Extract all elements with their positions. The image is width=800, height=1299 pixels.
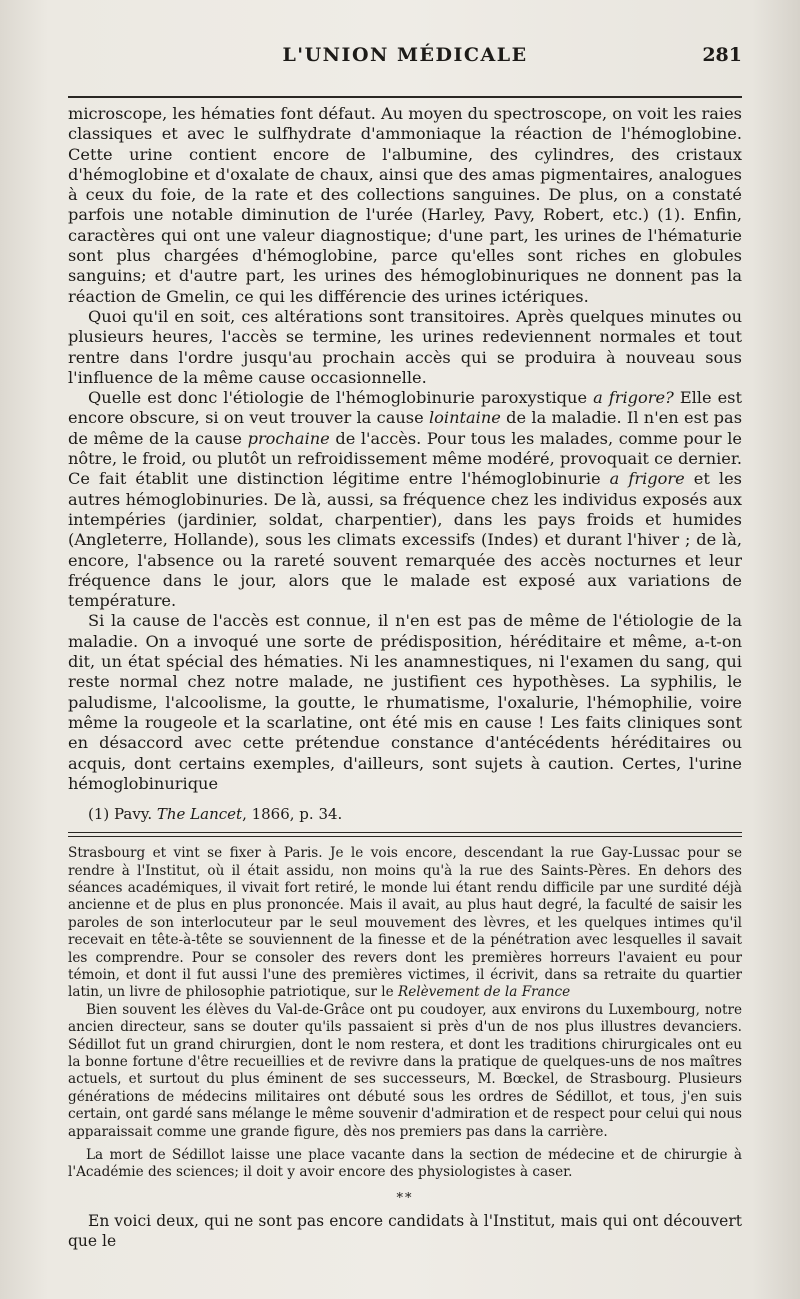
paragraph-2: Quoi qu'il en soit, ces altérations sont transitoires. Après quelques minutes ou plusieurs heures, l'accès se termine, les urines redeviennent normales et tout rentre dans l'ordre jusqu'au prochain accès qui se produira à nouveau sous l'influence de la même cause occasionnelle. [68, 306, 742, 387]
paragraph-3 [68, 388, 742, 611]
page-number: 281 [702, 44, 742, 66]
footnote-lead: (1) Pavy. [88, 805, 157, 824]
feuilleton-rule [68, 832, 742, 837]
running-header [68, 0, 742, 96]
p3-text-e: et les autres hémoglobinuries. De là, aussi, sa fréquence chez les individus exposés aux intempéries (jardinier, soldat, charpentier), dans les pays froids et humides (Angleterre, Hollande), sous les climats excessifs (Indes) et durant l'hiver ; de là, encore, l'absence ou la rareté souvent remarquée des accès nocturnes et leur fréquence dans le jour, alors que le malade est exposé aux variations de température. [68, 469, 742, 611]
footnote [68, 804, 742, 824]
section-separator: ** [396, 1190, 414, 1206]
feuilleton-paragraph-2: Bien souvent les élèves du Val-de-Grâce ont pu coudoyer, aux environs du Luxembourg, notre ancien directeur, sans se douter qu'ils passaient si près d'un de nos plus illustres devanciers. Sédillot fut un grand chirurgien, dont le nom restera, et dont les traditions chirurgicales ont eu la bonne fortune d'être recueillies et de revivre dans la pratique de quelques-uns de nos maîtres actuels, et surtout du plus éminent de ses successeurs, M. Bœckel, de Strasbourg. Plusieurs générations de médecins militaires ont débuté sous les ordres de Sédillot, et tous, j'en suis certain, ont gardé sans mélange le même souvenir d'admiration et de respect pour celui qui nous apparaissait comme une grande figure, dès nos premiers pas dans la carrière. [68, 1001, 742, 1140]
journal-title: L'UNION MÉDICALE [282, 44, 528, 66]
f1-text: Strasbourg et vint se fixer à Paris. Je le vois encore, descendant la rue Gay-Lussac pour se rendre à l'Institut, où il était assidu, non moins qu'à la rue des Saints-Pères. En dehors des séances académiques, il vivait fort retiré, le monde lui étant rendu difficile par une surdité déjà ancienne et de plus en plus prononcée. Mais il avait, au plus haut degré, la faculté de saisir les paroles de son interlocuteur par le seul mouvement des lèvres, et les quelques intimes qu'il recevait en tête-à-tête se souviennent de la finesse et de la pénétration avec lesquelles il savait les comprendre. Pour se consoler des revers dont les premières horreurs l'avaient eu pour témoin, et dont il fut aussi l'une des premières victimes, il écrivit, dans sa retraite du quartier latin, un livre de philosophie patriotique, sur le [68, 845, 742, 1001]
main-article [68, 104, 742, 794]
feuilleton-paragraph-4: En voici deux, qui ne sont pas encore candidats à l'Institut, mais qui ont découvert que le [68, 1212, 742, 1251]
footnote-rest: , 1866, p. 34. [242, 805, 343, 824]
feuilleton-paragraph-1 [68, 845, 742, 1002]
p3-italic-prochaine: prochaine [247, 428, 330, 448]
p3-italic-lointaine: lointaine [428, 408, 501, 428]
footnote-journal: The Lancet [156, 805, 243, 824]
p3-text-b: Elle est encore obscure, si on veut trouver la cause [68, 388, 742, 428]
paragraph-4: Si la cause de l'accès est connue, il n'en est pas de même de l'étiologie de la maladie. On a invoqué une sorte de prédisposition, héréditaire et même, a-t-on dit, un état spécial des hématies. Ni les anamnestiques, ni l'examen du sang, qui reste normal chez notre malade, ne justifient ces hypothèses. La syphilis, le paludisme, l'alcoolisme, la goutte, le rhumatisme, l'oxalurie, l'hémophilie, voire même la rougeole et la scarlatine, ont été mis en cause ! Les faits cliniques sont en désaccord avec cette prétendue constance d'antécédents héréditaires ou acquis, dont certains exemples, d'ailleurs, sont sujets à caution. Certes, l'urine hémoglobinurique [68, 611, 742, 793]
paragraph-1: microscope, les hématies font défaut. Au moyen du spectroscope, on voit les raies classiques et avec le sulfhydrate d'ammoniaque la réaction de l'hémoglobine. Cette urine contient encore de l'albumine, des cylindres, des cristaux d'hémoglobine et d'oxalate de chaux, ainsi que des amas pigmentaires, analogues à ceux du foie, de la rate et des collections sanguines. De plus, on a constaté parfois une notable diminution de l'urée (Harley, Pavy, Robert, etc.) (1). Enfin, caractères qui ont une valeur diagnostique; d'une part, les urines de l'hématurie sont plus chargées d'hémoglobine, parce qu'elles sont riches en globules sanguins; et d'autre part, les urines des hémoglobinuriques ne donnent pas la réaction de Gmelin, ce qui les différencie des urines ictériques. [68, 104, 742, 306]
p3-italic-a-frigore: a frigore? [593, 388, 674, 408]
feuilleton-paragraph-3: La mort de Sédillot laisse une place vacante dans la section de médecine et de chirurgie à l'Académie des sciences; il doit y avoir encore des physiologistes à caser. [68, 1147, 742, 1181]
feuilleton [68, 845, 742, 1251]
p3-text-c: de la maladie. Il n'en est pas de même de la cause [68, 408, 743, 448]
f1-italic-title: Relèvement de la France [397, 984, 571, 1001]
p3-italic-a-frigore-2: a frigore [609, 469, 685, 489]
p3-text-d: de l'accès. Pour tous les malades, comme pour le nôtre, le froid, ou plutôt un refroidissement même modéré, provoquait ce dernier. Ce fait établit une distinction légitime entre l'hémoglobinurie [68, 428, 743, 489]
p3-text-a: Quelle est donc l'étiologie de l'hémoglobinurie paroxystique [88, 388, 594, 408]
header-rule [68, 96, 742, 98]
